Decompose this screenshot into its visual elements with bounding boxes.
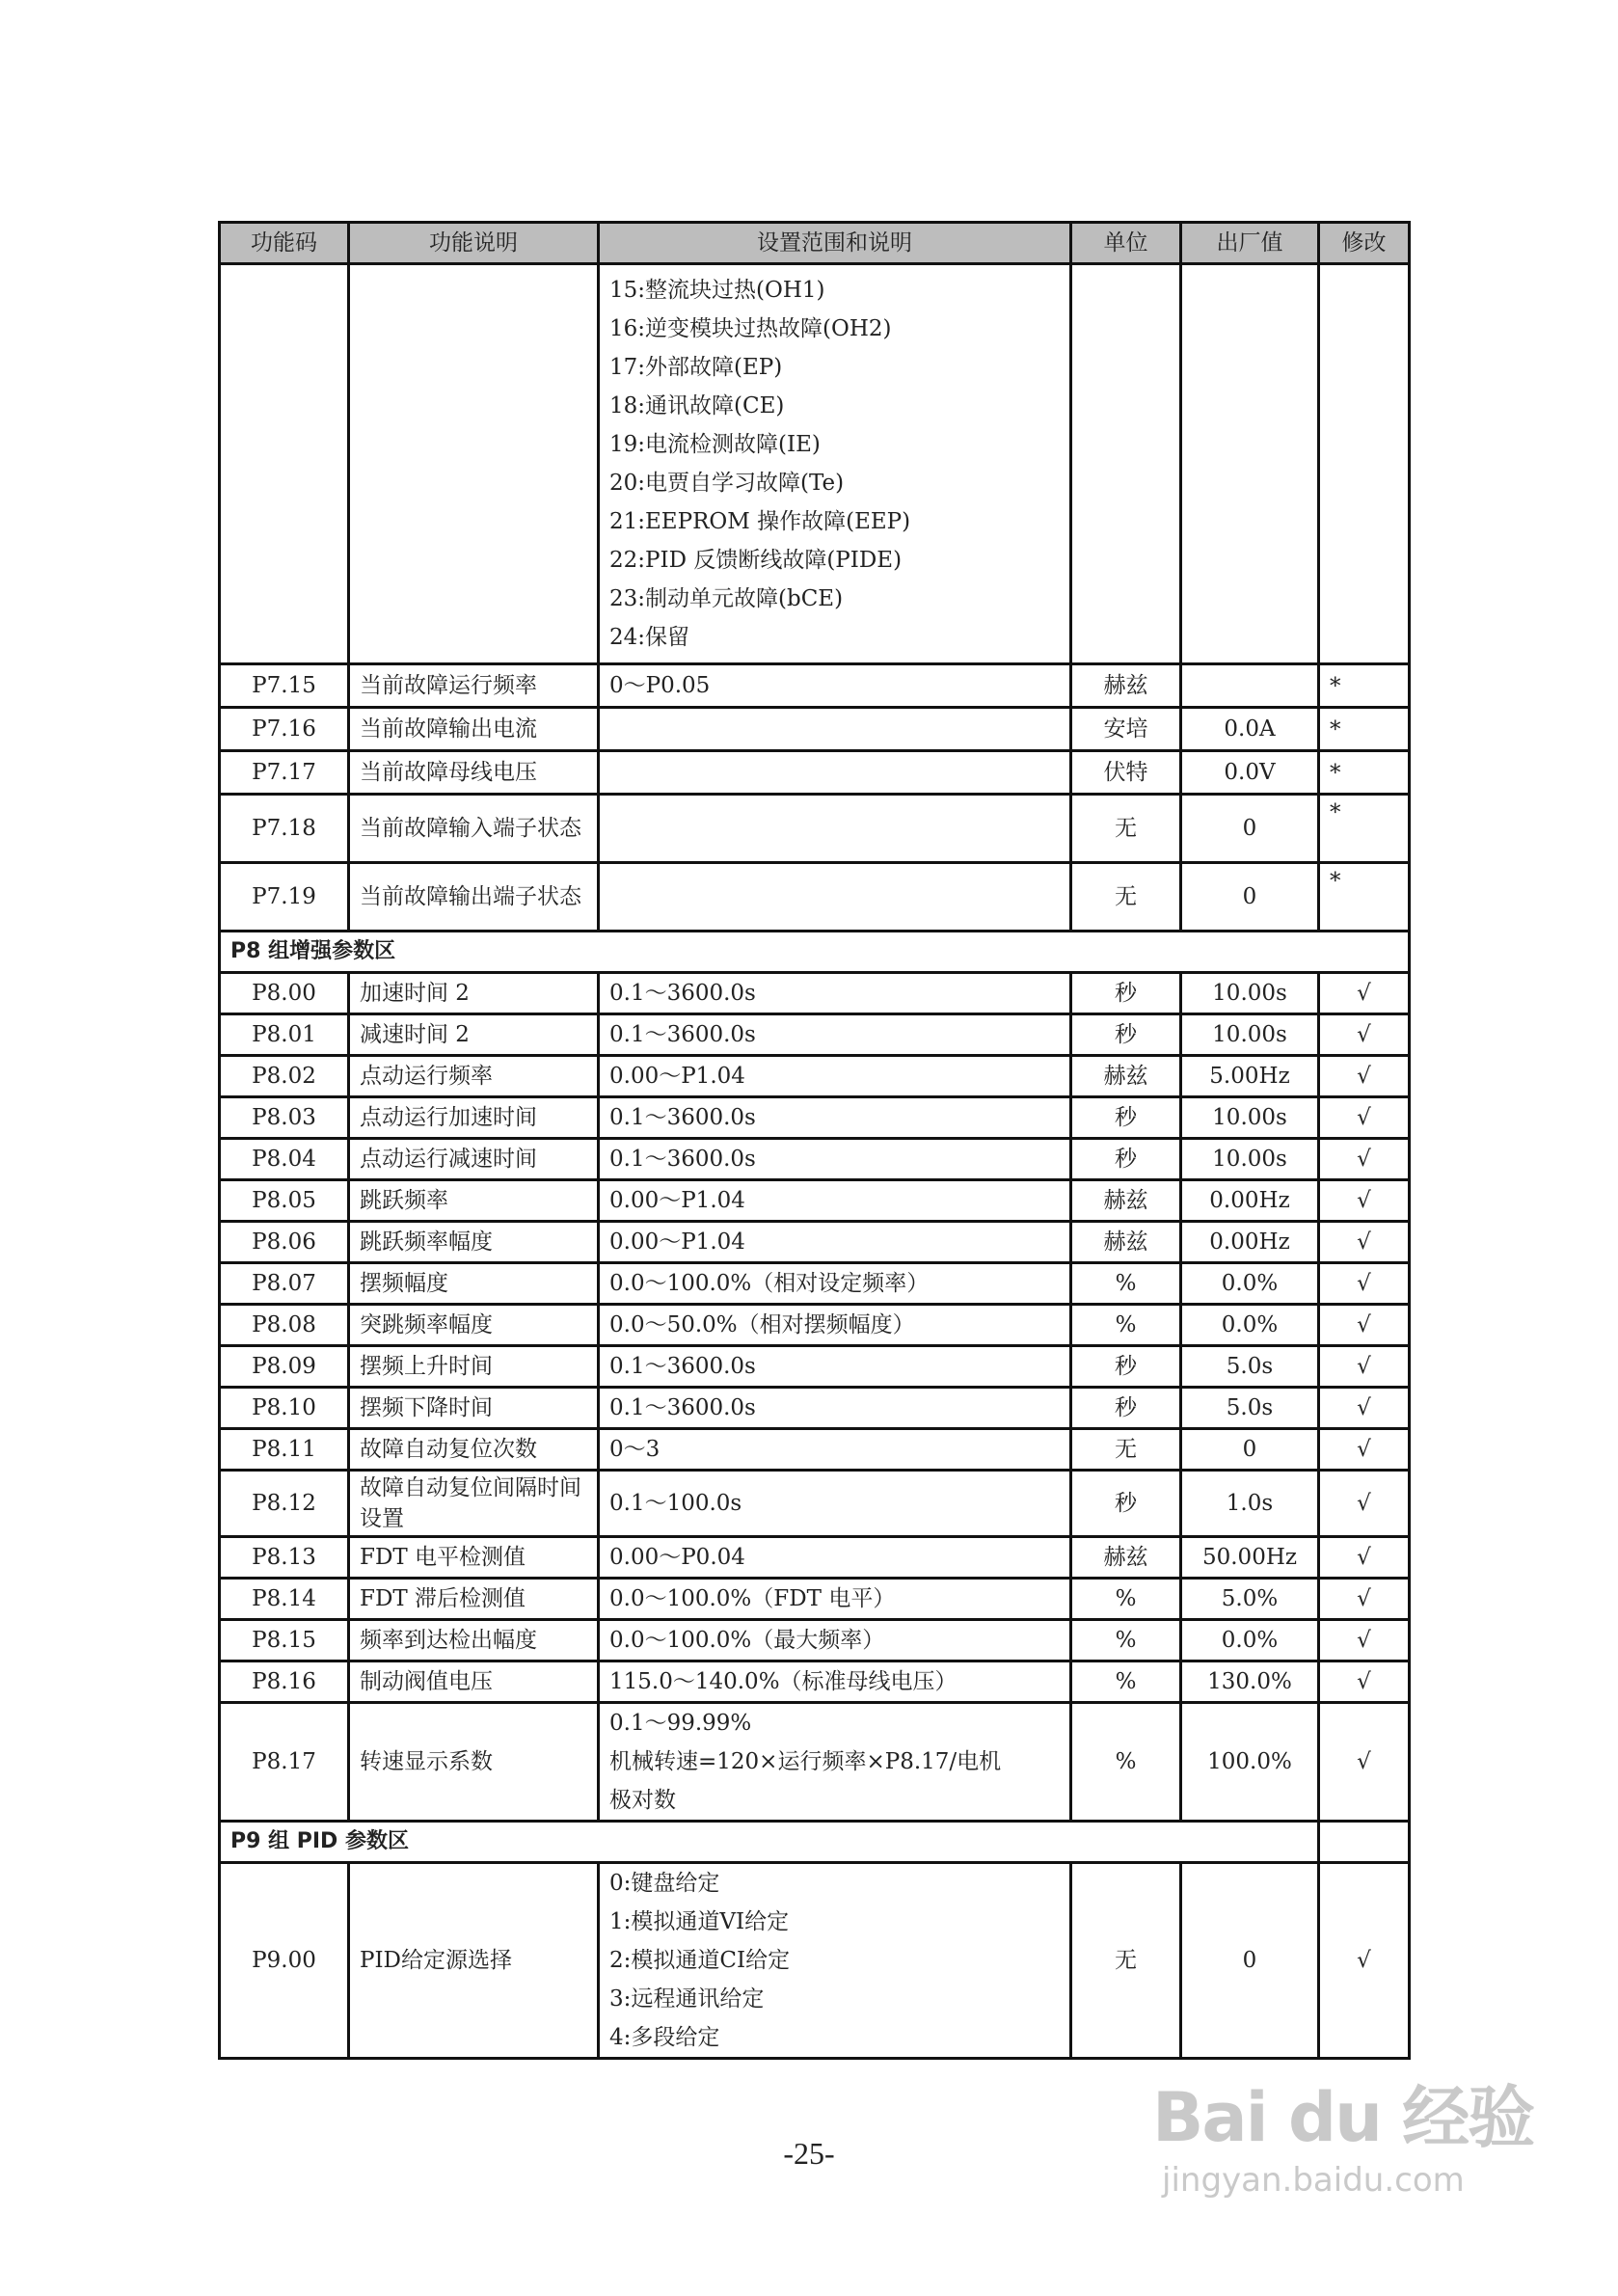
cell-unit: 秒 [1071,1346,1181,1388]
table-row [220,264,1410,664]
cell-modify: √ [1319,1056,1410,1097]
cell-function: 点动运行频率 [349,1056,599,1097]
cell-unit: 赫兹 [1071,1180,1181,1222]
cell-modify: √ [1319,1222,1410,1263]
fault-list-item: 18:通讯故障(CE) [609,393,785,419]
cell-code: P8.11 [220,1429,349,1471]
cell-function: 摆频幅度 [349,1263,599,1305]
cell-modify: * [1319,708,1410,751]
cell-default: 10.00s [1181,1139,1319,1180]
cell-code: P8.01 [220,1014,349,1056]
table-row [220,1305,1410,1346]
fault-list-item: 22:PID 反馈断线故障(PIDE) [609,548,903,573]
range-line: 极对数 [609,1788,676,1813]
cell-unit: 赫兹 [1071,664,1181,708]
cell-function: 当前故障运行频率 [349,664,599,708]
cell-function: 当前故障母线电压 [349,751,599,795]
section-title: P8 组增强参数区 [220,932,1410,973]
cell-range [599,795,1071,863]
range-line: 0.1～99.99% [609,1711,752,1736]
cell-unit: 无 [1071,863,1181,932]
cell-modify: √ [1319,1537,1410,1579]
cell-modify: √ [1319,1305,1410,1346]
cell-unit: 无 [1071,795,1181,863]
cell-default: 0.0A [1181,708,1319,751]
section-row [220,932,1410,973]
cell-code: P8.09 [220,1346,349,1388]
cell-code: P8.03 [220,1097,349,1139]
range-line: 3:远程通讯给定 [609,1986,765,2012]
cell-default: 5.0% [1181,1579,1319,1620]
cell-code: P8.12 [220,1471,349,1537]
cell-default [1181,264,1319,664]
cell-range [599,264,1071,664]
fault-list-item: 19:电流检测故障(IE) [609,432,821,457]
table-row [220,1579,1410,1620]
cell-range: 0.1～3600.0s [599,973,1071,1014]
watermark-logo-text: Bai du 经验 [1152,2078,1534,2157]
cell-range: 0.00～P1.04 [599,1222,1071,1263]
cell-code: P7.17 [220,751,349,795]
cell-modify: * [1319,664,1410,708]
cell-range [599,1703,1071,1822]
cell-default: 0.0% [1181,1263,1319,1305]
cell-range [599,708,1071,751]
parameter-table [218,221,1411,2060]
table-row [220,1180,1410,1222]
cell-unit: 伏特 [1071,751,1181,795]
cell-code: P8.17 [220,1703,349,1822]
table-row [220,1056,1410,1097]
cell-unit: % [1071,1263,1181,1305]
cell-unit: 赫兹 [1071,1537,1181,1579]
table-row [220,1661,1410,1703]
cell-function: 当前故障输出电流 [349,708,599,751]
cell-default: 0 [1181,1429,1319,1471]
cell-function: 突跳频率幅度 [349,1305,599,1346]
cell-code [220,264,349,664]
cell-modify: √ [1319,1620,1410,1661]
cell-unit: % [1071,1703,1181,1822]
cell-range: 0.1～100.0s [599,1471,1071,1537]
cell-function: FDT 滞后检测值 [349,1579,599,1620]
section-title: P9 组 PID 参数区 [220,1822,1319,1863]
fault-list-item: 21:EEPROM 操作故障(EEP) [609,509,911,534]
section-row [220,1822,1410,1863]
cell-function: 故障自动复位间隔时间设置 [349,1471,599,1537]
table-row [220,1429,1410,1471]
fault-list-item: 24:保留 [609,625,690,650]
cell-code: P8.10 [220,1388,349,1429]
cell-code: P8.05 [220,1180,349,1222]
cell-modify: √ [1319,1471,1410,1537]
fault-list-item: 17:外部故障(EP) [609,355,783,380]
cell-modify: √ [1319,1863,1410,2059]
cell-default: 100.0% [1181,1703,1319,1822]
cell-modify [1319,264,1410,664]
cell-code: P8.16 [220,1661,349,1703]
cell-modify: √ [1319,1703,1410,1822]
cell-code: P8.07 [220,1263,349,1305]
cell-function: 频率到达检出幅度 [349,1620,599,1661]
range-line: 4:多段给定 [609,2025,720,2050]
cell-modify: √ [1319,1346,1410,1388]
cell-range: 0.0～100.0%（FDT 电平） [599,1579,1071,1620]
range-line: 2:模拟通道CI给定 [609,1948,791,1973]
cell-range: 0.00～P1.04 [599,1056,1071,1097]
cell-default: 10.00s [1181,1014,1319,1056]
table-row [220,1222,1410,1263]
cell-function: 故障自动复位次数 [349,1429,599,1471]
table-row [220,1703,1410,1822]
table-row [220,1014,1410,1056]
cell-unit: 赫兹 [1071,1056,1181,1097]
cell-unit: 秒 [1071,1097,1181,1139]
cell-unit: % [1071,1579,1181,1620]
range-line: 1:模拟通道VI给定 [609,1909,790,1934]
cell-default: 0.0V [1181,751,1319,795]
table-header [220,223,1410,264]
cell-code: P7.16 [220,708,349,751]
table-row [220,1346,1410,1388]
fault-list-item: 23:制动单元故障(bCE) [609,586,844,611]
cell-code: P9.00 [220,1863,349,2059]
table-row [220,664,1410,708]
cell-function: 制动阀值电压 [349,1661,599,1703]
cell-default: 5.00Hz [1181,1056,1319,1097]
cell-range: 0.1～3600.0s [599,1346,1071,1388]
table-row [220,708,1410,751]
cell-default: 5.0s [1181,1388,1319,1429]
cell-default: 1.0s [1181,1471,1319,1537]
cell-default: 10.00s [1181,1097,1319,1139]
fault-list-item: 15:整流块过热(OH1) [609,278,825,303]
cell-default: 0 [1181,863,1319,932]
cell-range: 0～3 [599,1429,1071,1471]
table-row [220,1620,1410,1661]
cell-modify: √ [1319,1579,1410,1620]
cell-code: P8.08 [220,1305,349,1346]
cell-default: 0.0% [1181,1305,1319,1346]
cell-range: 0.00～P1.04 [599,1180,1071,1222]
table-row [220,1863,1410,2059]
cell-function: 减速时间 2 [349,1014,599,1056]
cell-function: 跳跃频率幅度 [349,1222,599,1263]
fault-list-item: 20:电贾自学习故障(Te) [609,471,845,496]
cell-function [349,264,599,664]
page-number: -25- [783,2136,835,2171]
cell-unit: % [1071,1305,1181,1346]
cell-modify: √ [1319,1097,1410,1139]
cell-unit: 安培 [1071,708,1181,751]
fault-list-item: 16:逆变模块过热故障(OH2) [609,316,892,341]
table-row [220,1097,1410,1139]
cell-code: P8.14 [220,1579,349,1620]
cell-modify: √ [1319,1429,1410,1471]
cell-modify: √ [1319,1661,1410,1703]
cell-default: 50.00Hz [1181,1537,1319,1579]
cell-range [599,863,1071,932]
header-unit: 单位 [1071,223,1181,264]
cell-range: 0.1～3600.0s [599,1139,1071,1180]
cell-code: P7.19 [220,863,349,932]
cell-code: P8.02 [220,1056,349,1097]
cell-function: 当前故障输入端子状态 [349,795,599,863]
cell-range: 115.0～140.0%（标准母线电压） [599,1661,1071,1703]
cell-unit [1071,264,1181,664]
header-range: 设置范围和说明 [599,223,1071,264]
watermark-url: jingyan.baidu.com [1162,2161,1465,2200]
cell-code: P8.15 [220,1620,349,1661]
header-modify: 修改 [1319,223,1410,264]
cell-function: 转速显示系数 [349,1703,599,1822]
cell-function: 点动运行减速时间 [349,1139,599,1180]
cell-modify: * [1319,795,1410,863]
cell-code: P8.06 [220,1222,349,1263]
cell-code: P8.04 [220,1139,349,1180]
cell-default: 0.0% [1181,1620,1319,1661]
cell-code: P7.15 [220,664,349,708]
table-row [220,1388,1410,1429]
cell-function: PID给定源选择 [349,1863,599,2059]
cell-range: 0.1～3600.0s [599,1388,1071,1429]
cell-modify: * [1319,863,1410,932]
cell-function: 摆频上升时间 [349,1346,599,1388]
cell-modify: √ [1319,1388,1410,1429]
header-default: 出厂值 [1181,223,1319,264]
baidu-watermark-logo [1152,2064,1533,2200]
cell-function: 跳跃频率 [349,1180,599,1222]
cell-range: 0.00～P0.04 [599,1537,1071,1579]
cell-unit: 赫兹 [1071,1222,1181,1263]
cell-unit: % [1071,1661,1181,1703]
table-row [220,1139,1410,1180]
table-row [220,1263,1410,1305]
cell-range: 0.1～3600.0s [599,1014,1071,1056]
header-function: 功能说明 [349,223,599,264]
cell-default: 0 [1181,795,1319,863]
table-row [220,795,1410,863]
cell-modify: √ [1319,973,1410,1014]
table-row [220,973,1410,1014]
cell-range: 0.1～3600.0s [599,1097,1071,1139]
cell-function: 当前故障输出端子状态 [349,863,599,932]
cell-function: 点动运行加速时间 [349,1097,599,1139]
cell-code: P8.13 [220,1537,349,1579]
cell-unit: 秒 [1071,1014,1181,1056]
cell-modify: * [1319,751,1410,795]
cell-unit: 秒 [1071,1388,1181,1429]
cell-range [599,1863,1071,2059]
range-line: 0:键盘给定 [609,1871,720,1896]
cell-modify: √ [1319,1014,1410,1056]
table-row [220,863,1410,932]
cell-empty [1319,1822,1410,1863]
cell-modify: √ [1319,1263,1410,1305]
cell-function: 加速时间 2 [349,973,599,1014]
cell-range [599,751,1071,795]
cell-default: 0.00Hz [1181,1222,1319,1263]
cell-function: 摆频下降时间 [349,1388,599,1429]
cell-default [1181,664,1319,708]
cell-modify: √ [1319,1180,1410,1222]
cell-modify: √ [1319,1139,1410,1180]
cell-default: 10.00s [1181,973,1319,1014]
cell-unit: 无 [1071,1429,1181,1471]
range-line: 机械转速=120×运行频率×P8.17/电机 [609,1749,1002,1774]
cell-default: 0.00Hz [1181,1180,1319,1222]
table-row [220,1471,1410,1537]
cell-default: 0 [1181,1863,1319,2059]
cell-default: 5.0s [1181,1346,1319,1388]
cell-unit: 秒 [1071,1139,1181,1180]
cell-range: 0.0～100.0%（相对设定频率） [599,1263,1071,1305]
table-row [220,751,1410,795]
cell-unit: 秒 [1071,973,1181,1014]
cell-unit: 无 [1071,1863,1181,2059]
cell-range: 0～P0.05 [599,664,1071,708]
cell-function: FDT 电平检测值 [349,1537,599,1579]
cell-default: 130.0% [1181,1661,1319,1703]
cell-range: 0.0～100.0%（最大频率） [599,1620,1071,1661]
cell-range: 0.0～50.0%（相对摆频幅度） [599,1305,1071,1346]
cell-unit: 秒 [1071,1471,1181,1537]
header-code: 功能码 [220,223,349,264]
cell-code: P7.18 [220,795,349,863]
cell-unit: % [1071,1620,1181,1661]
table-row [220,1537,1410,1579]
cell-code: P8.00 [220,973,349,1014]
